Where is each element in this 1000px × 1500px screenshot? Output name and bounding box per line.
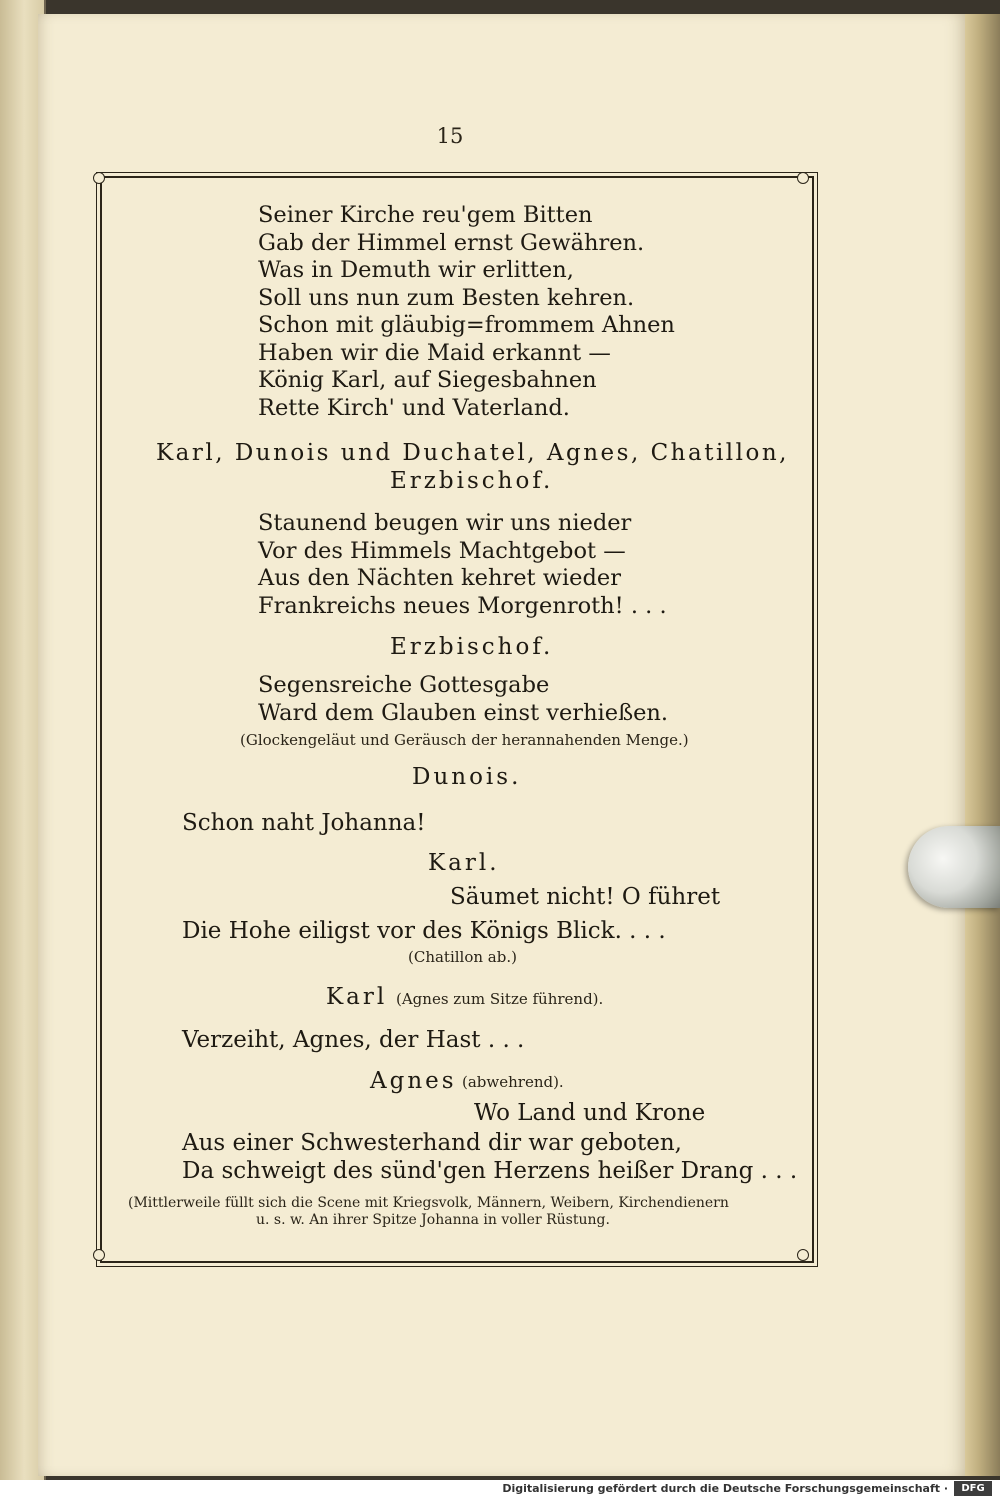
page-number: 15 bbox=[436, 124, 464, 148]
verse-line: Ward dem Glauben einst verhießen. bbox=[258, 699, 669, 726]
dialogue-line: Aus einer Schwesterhand dir war geboten, bbox=[182, 1130, 682, 1156]
speaker-dunois: Dunois. bbox=[412, 764, 522, 790]
verse-line: Staunend beugen wir uns nieder bbox=[258, 510, 632, 536]
speaker-heading-group: Karl, Dunois und Duchatel, Agnes, Chatillon, bbox=[156, 440, 789, 466]
verse-line: Rette Kirch' und Vaterland. bbox=[258, 394, 570, 421]
dialogue-line: Da schweigt des sünd'gen Herzens heißer Drang . . . bbox=[182, 1158, 798, 1184]
verse-stanza-1 bbox=[258, 202, 675, 422]
verse-stanza-2 bbox=[258, 510, 667, 620]
verse-line: Was in Demuth wir erlitten, bbox=[258, 257, 574, 283]
dialogue-line: Verzeiht, Agnes, der Hast . . . bbox=[182, 1027, 525, 1053]
verse-line: König Karl, auf Siegesbahnen bbox=[258, 367, 597, 393]
verse-line: Vor des Himmels Machtgebot — bbox=[258, 537, 626, 564]
verse-line: Haben wir die Maid erkannt — bbox=[258, 339, 611, 366]
dialogue-line: Schon naht Johanna! bbox=[182, 810, 426, 836]
speaker-erzbischof: Erzbischof. bbox=[390, 634, 554, 660]
verse-line: Aus den Nächten kehret wieder bbox=[258, 565, 621, 591]
verse-line: Gab der Himmel ernst Gewähren. bbox=[258, 229, 645, 256]
speaker-heading-group-cont: Erzbischof. bbox=[390, 468, 554, 494]
verse-line: Schon mit gläubig=frommem Ahnen bbox=[258, 312, 675, 338]
verse-line: Soll uns nun zum Besten kehren. bbox=[258, 284, 635, 311]
speaker-karl: Karl. bbox=[428, 850, 500, 876]
verse-line: Frankreichs neues Morgenroth! . . . bbox=[258, 592, 667, 619]
stage-direction-chatillon: (Chatillon ab.) bbox=[408, 948, 517, 966]
footer-credit: Digitalisierung gefördert durch die Deutsche Forschungsgemeinschaft · bbox=[502, 1482, 948, 1495]
dialogue-line: Säumet nicht! O führet bbox=[450, 884, 721, 910]
speaker-agnes: Agnes bbox=[370, 1068, 457, 1094]
dialogue-line: Die Hohe eiligst vor des Königs Blick. . . . bbox=[182, 918, 666, 944]
speaker-karl-2: Karl bbox=[326, 984, 388, 1010]
stage-direction-final: (Mittlerweile füllt sich die Scene mit Kriegsvolk, Männern, Weibern, Kirchendienern bbox=[128, 1195, 729, 1211]
verse-line: Seiner Kirche reu'gem Bitten bbox=[258, 202, 593, 228]
verse-line: Segensreiche Gottesgabe bbox=[258, 672, 550, 698]
dialogue-line: Wo Land und Krone bbox=[474, 1100, 706, 1126]
stage-direction-final-cont: u. s. w. An ihrer Spitze Johanna in voller Rüstung. bbox=[256, 1212, 610, 1228]
dfg-logo: DFG bbox=[954, 1481, 992, 1496]
stage-direction-karl: (Agnes zum Sitze führend). bbox=[396, 990, 604, 1008]
verse-stanza-3 bbox=[258, 672, 668, 727]
stage-direction-bells: (Glockengeläut und Geräusch der herannahenden Menge.) bbox=[240, 731, 689, 749]
stage-direction-agnes: (abwehrend). bbox=[462, 1073, 564, 1091]
